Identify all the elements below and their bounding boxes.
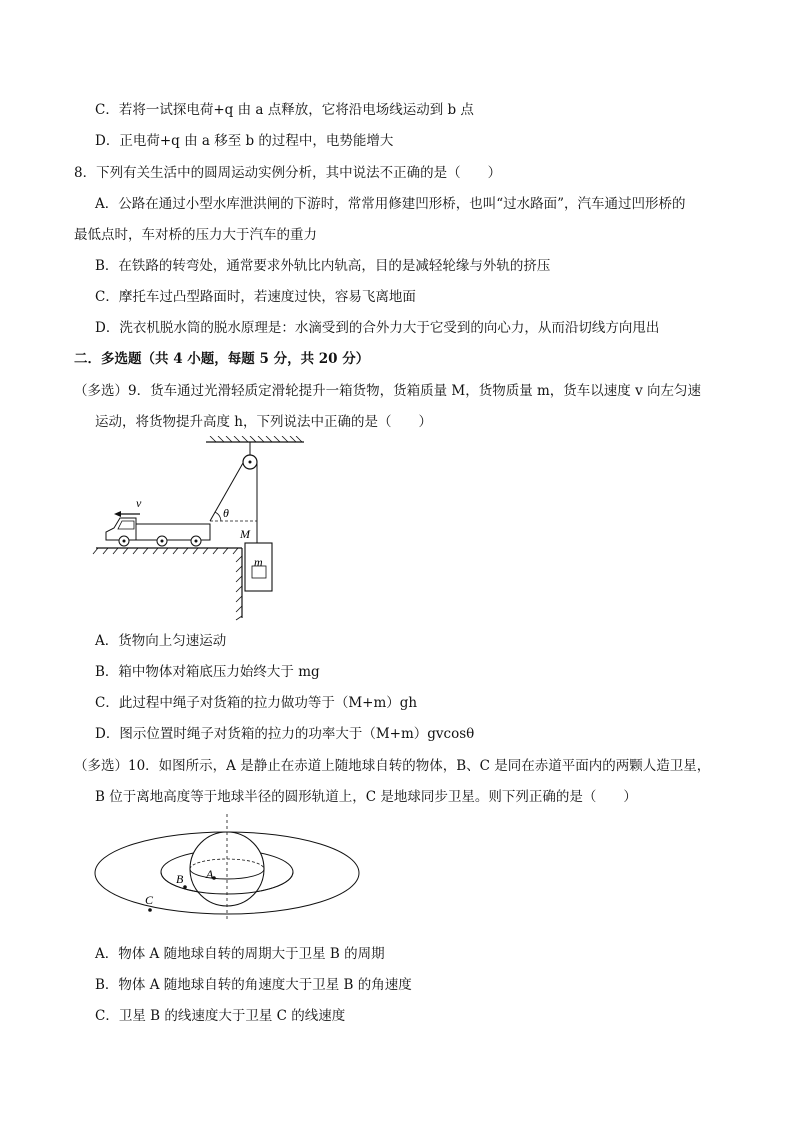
cargo-mass-label: m [254, 555, 263, 569]
q8-option-c: C．摩托车过凸型路面时，若速度过快，容易飞离地面 [95, 289, 416, 305]
box-mass-label: M [240, 527, 250, 541]
q9-option-c: C．此过程中绳子对货箱的拉力做功等于（M+m）gh [95, 695, 418, 711]
q8-option-b: B．在铁路的转弯处，通常要求外轨比内轨高，目的是减轻轮缘与外轨的挤压 [95, 258, 551, 274]
q10-option-c: C．卫星 B 的线速度大于卫星 C 的线速度 [95, 1008, 346, 1024]
theta-label: θ [223, 506, 229, 520]
q9-pulley-figure [90, 436, 320, 621]
q10-orbit-figure [90, 812, 365, 922]
section-heading: 二．多选题（共 4 小题，每题 5 分，共 20 分） [74, 351, 370, 367]
label-c: C [145, 893, 154, 907]
q10-stem-line1: （多选）10．如图所示，A 是静止在赤道上随地球自转的物体，B、C 是同在赤道平面内的两颗人造卫星， [74, 758, 711, 774]
q10-option-b: B．物体 A 随地球自转的角速度大于卫星 B 的角速度 [95, 977, 412, 993]
q9-option-d: D．图示位置时绳子对货箱的拉力的功率大于（M+m）gvcosθ [95, 726, 475, 742]
label-a: A [206, 867, 214, 881]
q8-option-a-line1: A．公路在通过小型水库泄洪闸的下游时，常常用修建凹形桥，也叫“过水路面”，汽车通过凹形桥的 [95, 196, 686, 212]
q8-option-d: D．洗衣机脱水筒的脱水原理是：水滴受到的合外力大于它受到的向心力，从而沿切线方向甩出 [95, 320, 660, 336]
q7-option-c: C．若将一试探电荷+q 由 a 点释放，它将沿电场线运动到 b 点 [95, 102, 474, 118]
q8-stem: 8．下列有关生活中的圆周运动实例分析，其中说法不正确的是（ ） [74, 165, 502, 181]
q9-option-a: A．货物向上匀速运动 [95, 633, 227, 649]
velocity-arrow-icon [114, 511, 140, 517]
velocity-label: v [136, 496, 142, 510]
truck-icon [106, 518, 210, 546]
q9-stem-line2: 运动，将货物提升高度 h，下列说法中正确的是（ ） [95, 414, 432, 430]
label-b: B [176, 872, 184, 886]
q10-stem-line2: B 位于离地高度等于地球半径的圆形轨道上，C 是地球同步卫星。则下列正确的是（ ） [95, 789, 637, 805]
q9-option-b: B．箱中物体对箱底压力始终大于 mg [95, 664, 320, 680]
q10-option-a: A．物体 A 随地球自转的周期大于卫星 B 的周期 [95, 946, 385, 962]
q7-option-d: D．正电荷+q 由 a 移至 b 的过程中，电势能增大 [95, 133, 394, 149]
q9-stem-line1: （多选）9．货车通过光滑轻质定滑轮提升一箱货物，货箱质量 M，货物质量 m，货车以速度 v 向左匀速 [74, 383, 702, 399]
q8-option-a-line2: 最低点时，车对桥的压力大于汽车的重力 [74, 227, 317, 243]
